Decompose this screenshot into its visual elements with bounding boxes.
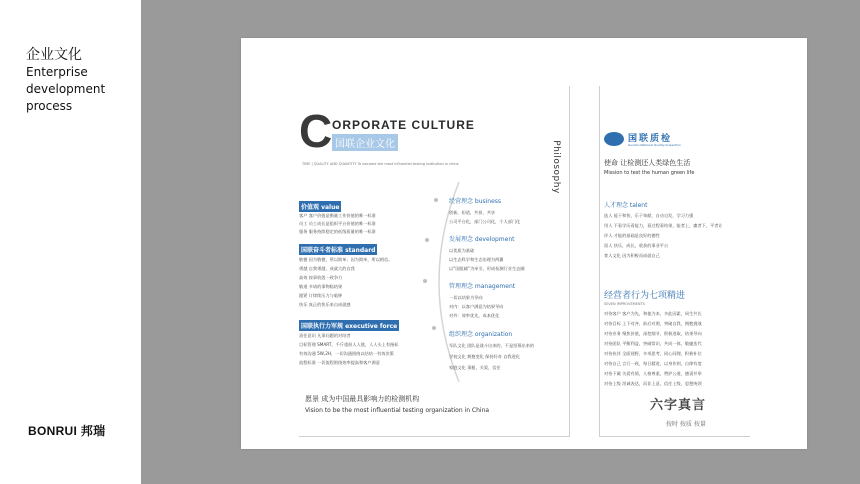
development-line: 以生态科学和生态治理为两翼 xyxy=(449,257,504,262)
presentation-stage xyxy=(141,0,860,484)
organization-line: 家庭文化 事慈，关爱，信任 xyxy=(449,365,501,370)
executive-line: 目标管理 SMART，千斤重担人人挑，人人头上有指标 xyxy=(299,342,399,347)
management-heading: 管理理念 management xyxy=(449,283,516,290)
corporate-culture-cn: 国联企业文化 xyxy=(332,134,398,151)
corporate-culture-title: ORPORATE CULTURE xyxy=(332,118,475,132)
management-line: 对外：效率优先，成本优化 xyxy=(449,313,500,318)
vision-en: Vision to be the most influential testing organization in China xyxy=(305,407,490,414)
timeline-dot xyxy=(425,238,429,242)
timeline-dot xyxy=(432,326,436,330)
culture-board xyxy=(241,38,807,449)
standard-line: 敬德 因为敬德，所以简单；因为简单，所以相信。 xyxy=(299,257,393,262)
value-line: 服务 服务持续稳定的低级质量的唯一标准 xyxy=(299,229,376,234)
vision-cn: 愿景 成为中国最具影响力的检测机构 xyxy=(305,395,420,403)
mission-cn: 使命 让检测还人类绿色生活 xyxy=(604,159,691,167)
philosophy-label xyxy=(550,134,569,204)
seven-improvements-sub: SEVEN IMPROVEMENTS xyxy=(604,302,645,306)
talent-line: 选人 能干和快，乐于奉献，自动自发，学习力强 xyxy=(604,213,694,218)
business-line: 公司平台化，部门公司化，个人部门化 xyxy=(449,219,521,224)
value-tag: 价值观 value xyxy=(299,201,341,212)
organization-heading: 组织理念 organization xyxy=(449,331,513,338)
executive-tag: 国联执行力军规 executive force xyxy=(299,320,399,331)
value-line: 员工 员工成长是组织平台价值的唯一标准 xyxy=(299,221,376,226)
tagline: TIME | QUALITY AND QUANTITY To become the most influential testing institution in china xyxy=(302,162,459,166)
improvement-line: 对待上级 坦诚表达，而非上意，信任上级，思想统领 xyxy=(604,381,702,386)
standard-line: 敏道 多请的事物临结果 xyxy=(299,284,343,289)
standard-line: 高效 按事收敛一致争力 xyxy=(299,275,343,280)
standard-line: 跟紧 订律续压力与临钟 xyxy=(299,293,343,298)
development-line: 以优质为基础 xyxy=(449,248,475,253)
big-letter-c: C xyxy=(299,105,333,157)
timeline-dot xyxy=(434,198,438,202)
executive-line: 流程标准 一切流程围绕效率提高和客户满意 xyxy=(299,360,380,365)
company-logo-cn: 国联质检 xyxy=(628,134,673,144)
executive-line: 责任意识 凡事问题的对结者 xyxy=(299,333,351,338)
six-word-motto-sub: 按时 按质 按量 xyxy=(666,421,706,428)
culture-panel-left xyxy=(299,86,570,437)
development-heading: 发展理念 development xyxy=(449,236,515,243)
standard-line: 勇越 自我勇越，成就大的自我 xyxy=(299,266,355,271)
standard-line: 快乐 真正的快乐来自成就感 xyxy=(299,302,351,307)
improvement-line: 对待自己 言行一致，每日精进，以身作则，自律有度 xyxy=(604,361,702,366)
improvement-line: 对待目标 上下对齐，前后对照，突破自我，拥抱挑战 xyxy=(604,321,702,326)
organization-line: 学校文化 拥抱变化 保持好奇 自我进化 xyxy=(449,354,520,359)
executive-line: 有效沟通 5W,2H，一切沟通围绕以结结一有效决策 xyxy=(299,351,394,356)
talent-line: 评人 才能的基础是良好的德性 xyxy=(604,233,660,238)
talent-tag: 人才理念 talent xyxy=(604,202,648,209)
section-title-cn: 企业文化 xyxy=(26,47,82,63)
improvement-line: 对待业务 聚焦价值，深挖细节，积极进取，结果导向 xyxy=(604,331,702,336)
improvement-line: 对待伙伴 全面视野，多项思考，同心同理，积极补位 xyxy=(604,351,702,356)
talent-line: 留人 快乐，成长，收获的事业平台 xyxy=(604,243,669,248)
six-word-motto: 六字真言 xyxy=(650,398,707,413)
business-line: 创新，担道，共担，共享 xyxy=(449,210,496,215)
seven-improvements-heading: 经营者行为七项精进 xyxy=(604,291,686,301)
section-title-en: Enterprise development process xyxy=(26,65,106,113)
talent-line: 用人 不看学历看能力，看过程看结果，能者上，庸者下，平者让 xyxy=(604,223,723,228)
standard-tag: 国联奋斗者标准 standard xyxy=(299,244,377,255)
timeline-dot xyxy=(423,279,427,283)
organization-line: 军队文化 团队是战斗出来的，不是招募出来的 xyxy=(449,343,535,348)
philosophy-text: Philosophy xyxy=(550,140,561,194)
improvement-line: 对待团队 平衡利益，突破常识，共成一体，敏捷迭代 xyxy=(604,341,702,346)
value-line: 客户 客户价值是衡量工作价值的唯一标准 xyxy=(299,213,376,218)
talent-line: 育人文化 因为积极而成就自己 xyxy=(604,253,660,258)
development-line: 以“国组辅”为牵引，形成检测行业生态圈 xyxy=(449,266,525,271)
improvement-line: 对待下属 关爱有情，人格尊重，赞护公道，德责并举 xyxy=(604,371,702,376)
company-logo-sub: Guolian National Quality Inspection xyxy=(628,143,682,147)
business-heading: 经营理念 business xyxy=(449,198,502,205)
company-logo-icon xyxy=(604,132,624,146)
improvement-line: 对待客户 客户为先，和他为本，多此因素，同生共长 xyxy=(604,311,702,316)
management-line: 对内：以客户满意为结果导向 xyxy=(449,304,504,309)
sidebar xyxy=(0,0,141,484)
brand-logo: BONRUI 邦瑞 xyxy=(28,424,106,438)
management-line: 一切以结果为导向 xyxy=(449,295,483,300)
mission-en: Mission to test the human green life xyxy=(604,170,695,176)
culture-panel-right xyxy=(599,86,750,437)
